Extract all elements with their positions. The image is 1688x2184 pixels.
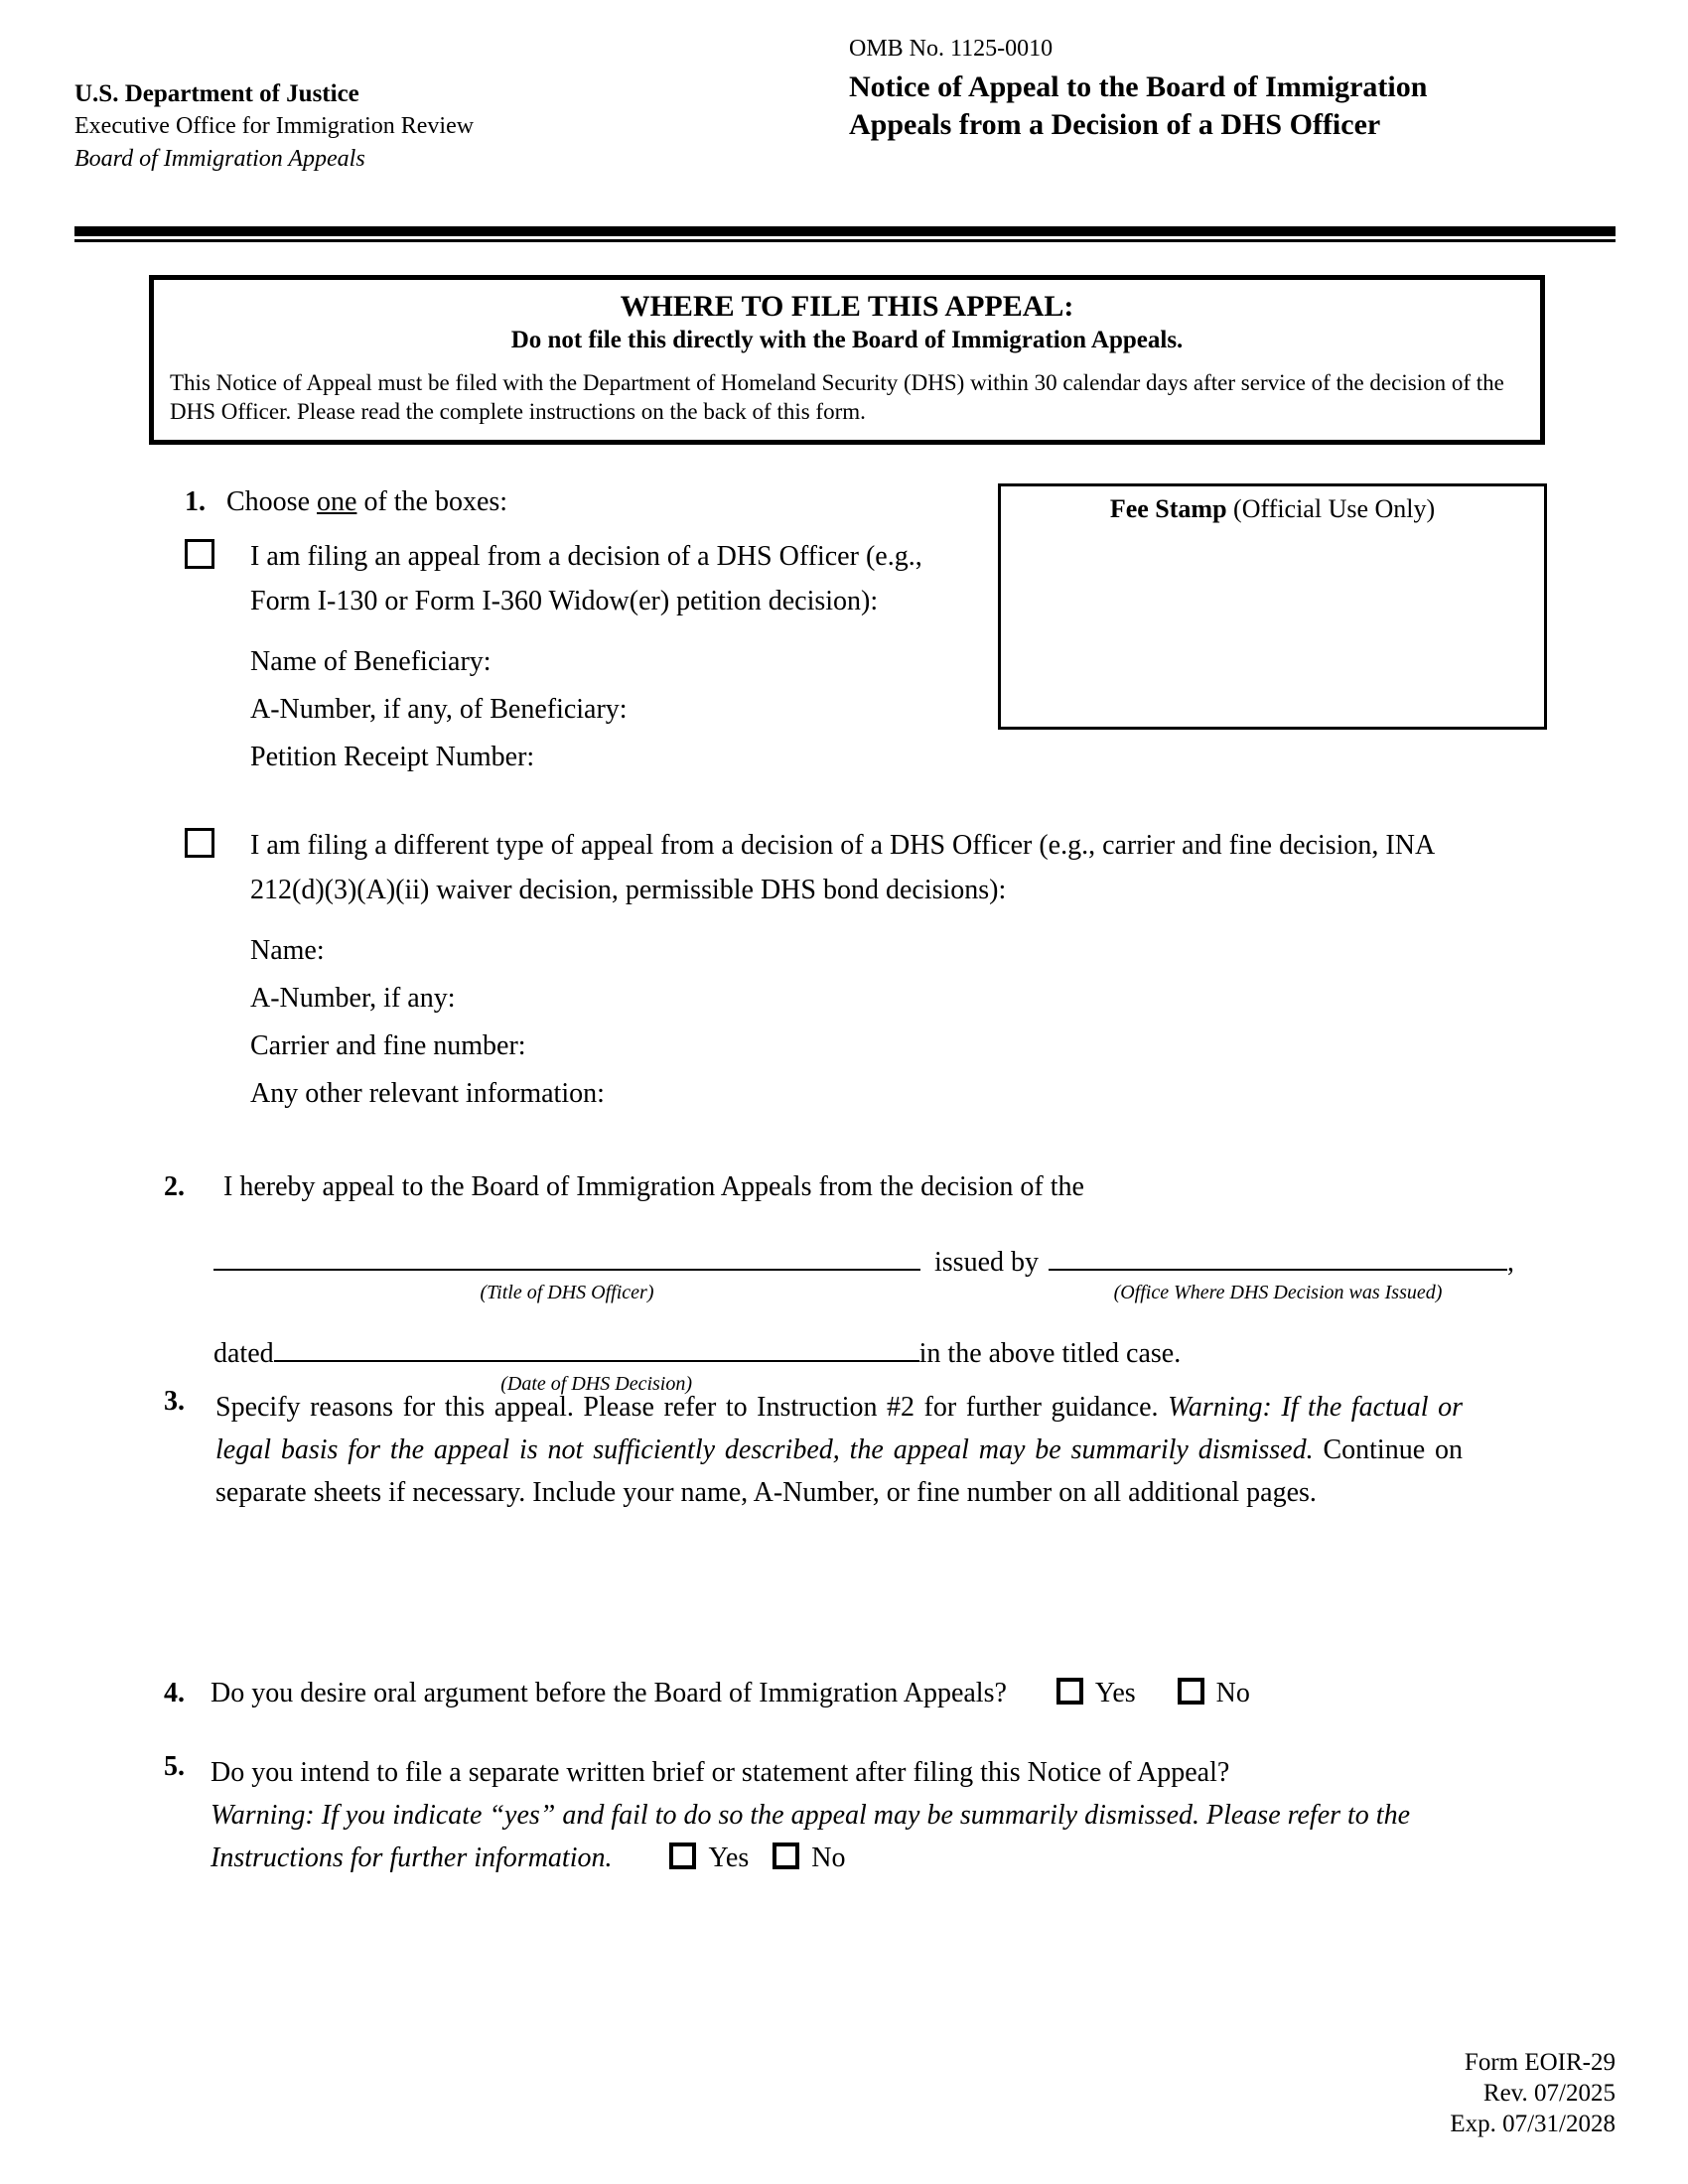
where-to-file-subheading: Do not file this directly with the Board of Immigration Appeals. xyxy=(510,327,1184,353)
office-where-issued-caption: (Office Where DHS Decision was Issued) xyxy=(1113,1282,1443,1303)
field-other-information: Any other relevant information: xyxy=(250,1078,605,1109)
brief-no-option xyxy=(773,1843,845,1873)
item-4-number: 4. xyxy=(164,1678,185,1708)
option-a-fields xyxy=(250,638,989,781)
item-4 xyxy=(164,1678,1250,1709)
field-name-of-beneficiary: Name of Beneficiary: xyxy=(250,646,492,677)
option-b-checkbox[interactable] xyxy=(185,828,214,858)
oral-argument-no-option xyxy=(1178,1678,1250,1708)
fee-stamp-label-note: (Official Use Only) xyxy=(1226,494,1436,523)
field-petition-receipt-number: Petition Receipt Number: xyxy=(250,742,535,772)
fee-stamp-label: Fee Stamp xyxy=(1109,494,1227,523)
option-b-label: I am filing a different type of appeal from a decision of a DHS Officer (e.g., carrier and fine decision, INA 212(d)(3)(A)(ii) waiver decision, permissible DHS bond decisions): xyxy=(250,830,1434,905)
item-1-prompt-pre: Choose xyxy=(226,486,317,517)
option-a-checkbox[interactable] xyxy=(185,539,214,569)
option-b-row xyxy=(185,823,1505,912)
option-a-row xyxy=(185,534,989,623)
item-5-question: Do you intend to file a separate written brief or statement after filing this Notice of Appeal? xyxy=(211,1757,1230,1788)
option-a-label: I am filing an appeal from a decision of a DHS Officer (e.g., Form I-130 or Form I-360 Widow(er) petition decision): xyxy=(250,541,922,616)
issued-by-label: issued by xyxy=(934,1247,1039,1278)
oral-argument-yes-option xyxy=(1056,1678,1136,1708)
item-3-text-lead: Specify reasons for this appeal. Please refer to Instruction #2 for further guidance. xyxy=(215,1392,1169,1423)
item-5-warning: Warning: If you indicate “yes” and fail to do so the appeal may be summarily dismissed. Please refer to the Instructions for further information. xyxy=(211,1800,1411,1873)
item-1-prompt-one: one xyxy=(317,486,357,517)
oral-argument-yes-checkbox[interactable] xyxy=(1056,1678,1083,1705)
item-5 xyxy=(164,1751,1491,1879)
item-1-prompt-post: of the boxes: xyxy=(356,486,508,517)
title-of-dhs-officer-caption: (Title of DHS Officer) xyxy=(480,1282,654,1303)
field-anumber: A-Number, if any: xyxy=(250,983,456,1014)
item-3-text xyxy=(215,1386,1463,1514)
where-to-file-box xyxy=(149,275,1545,445)
item-5-body xyxy=(211,1751,1491,1879)
dated-label: dated xyxy=(213,1338,274,1369)
form-title xyxy=(849,68,1427,144)
brief-no-checkbox[interactable] xyxy=(773,1843,799,1869)
item-4-question: Do you desire oral argument before the Board of Immigration Appeals? xyxy=(211,1678,1007,1708)
oral-argument-yes-label: Yes xyxy=(1094,1678,1136,1708)
oral-argument-no-checkbox[interactable] xyxy=(1178,1678,1204,1705)
brief-yes-checkbox[interactable] xyxy=(669,1843,696,1869)
omb-number: OMB No. 1125-0010 xyxy=(849,36,1054,62)
comma-text: , xyxy=(1507,1247,1514,1278)
brief-yes-option xyxy=(669,1843,749,1873)
item-2-line-date xyxy=(213,1336,1564,1395)
item-3-text-trail: Continue on separate sheets if necessary. Include your name, A-Number, or fine number on all additional pages. xyxy=(215,1434,1463,1508)
item-2-tail: in the above titled case. xyxy=(918,1338,1182,1369)
title-of-dhs-officer-blank[interactable] xyxy=(213,1269,920,1303)
form-number: Form EOIR-29 xyxy=(1464,2049,1616,2076)
item-2-number: 2. xyxy=(164,1171,185,1202)
item-2-text: I hereby appeal to the Board of Immigration Appeals from the decision of the xyxy=(223,1171,1084,1202)
agency-name: U.S. Department of Justice xyxy=(74,80,359,107)
field-name: Name: xyxy=(250,935,325,966)
item-1-prompt xyxy=(185,484,989,520)
item-1-number: 1. xyxy=(185,486,206,517)
brief-yes-label: Yes xyxy=(708,1843,750,1873)
date-of-decision-blank[interactable] xyxy=(274,1360,919,1395)
office-where-issued-blank[interactable] xyxy=(1049,1269,1507,1303)
item-2-line-officer xyxy=(213,1245,1564,1303)
where-to-file-heading: WHERE TO FILE THIS APPEAL: xyxy=(620,290,1074,323)
form-title-line2: Appeals from a Decision of a DHS Officer xyxy=(849,108,1381,141)
expiration-date: Exp. 07/31/2028 xyxy=(1450,2111,1616,2137)
agency-board: Board of Immigration Appeals xyxy=(74,146,365,172)
revision-date: Rev. 07/2025 xyxy=(1482,2080,1616,2107)
fee-stamp-box xyxy=(998,483,1547,730)
field-anumber-of-beneficiary: A-Number, if any, of Beneficiary: xyxy=(250,694,628,725)
brief-options xyxy=(669,1843,845,1873)
agency-block xyxy=(74,77,474,176)
title-block xyxy=(849,36,1427,144)
item-3-warning: Warning: If the factual or legal basis for the appeal is not sufficiently described, the appeal may be summarily dismissed. xyxy=(215,1392,1463,1465)
item-2 xyxy=(164,1169,1564,1395)
agency-office: Executive Office for Immigration Review xyxy=(74,113,475,139)
form-footer xyxy=(1450,2047,1616,2139)
item-5-number: 5. xyxy=(164,1751,185,1782)
where-to-file-body: This Notice of Appeal must be filed with the Department of Homeland Security (DHS) within 30 calendar days after service of the decision of the DHS Officer. Please read the complete instructions on the back of this form. xyxy=(170,370,1504,424)
oral-argument-no-label: No xyxy=(1215,1678,1250,1708)
item-3-number: 3. xyxy=(164,1386,185,1417)
brief-no-label: No xyxy=(811,1843,846,1873)
date-of-decision-caption: (Date of DHS Decision) xyxy=(500,1373,692,1395)
header-divider xyxy=(74,226,1616,242)
item-3 xyxy=(164,1386,1463,1514)
item-2-statement xyxy=(164,1169,1564,1205)
field-carrier-fine-number: Carrier and fine number: xyxy=(250,1030,526,1061)
form-title-line1: Notice of Appeal to the Board of Immigration xyxy=(849,70,1428,103)
option-b-fields xyxy=(250,927,989,1118)
